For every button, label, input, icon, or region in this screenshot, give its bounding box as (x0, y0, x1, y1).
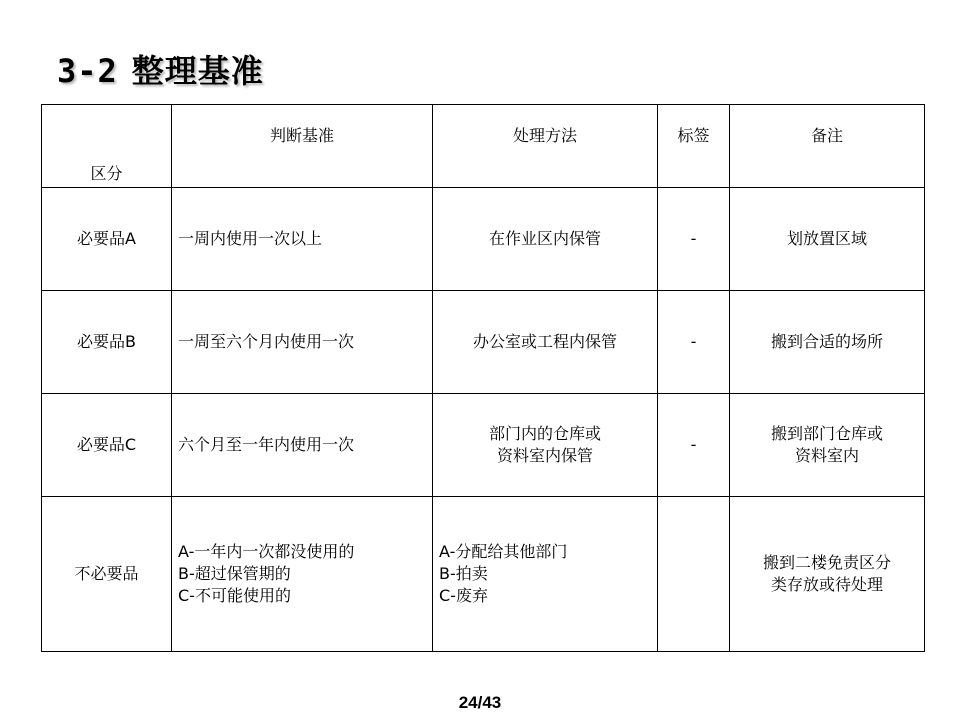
method-line: A-分配给其他部门 (439, 542, 568, 561)
remark-line: 类存放或待处理 (770, 575, 883, 594)
method-line: 部门内的仓库或 (488, 424, 601, 443)
method-line: B-拍卖 (439, 564, 488, 583)
sorting-standards-table (41, 104, 925, 652)
header-remark: 备注 (730, 105, 925, 188)
header-label: 标签 (658, 105, 730, 188)
criteria-cell (172, 394, 433, 497)
table-header-row (42, 105, 925, 188)
table-row (42, 291, 925, 394)
category-cell: 必要品B (42, 291, 172, 394)
header-category: 区分 (42, 105, 172, 188)
criteria-line: C-不可能使用的 (178, 586, 291, 605)
criteria-line: 六个月至一年内使用一次 (178, 435, 355, 454)
remark-cell (730, 291, 925, 394)
remark-cell (730, 188, 925, 291)
method-cell (433, 291, 658, 394)
label-cell (658, 497, 730, 652)
section-title: 整理基准 (131, 52, 264, 90)
table-row (42, 394, 925, 497)
criteria-line: 一周至六个月内使用一次 (178, 332, 355, 351)
criteria-line: 一周内使用一次以上 (178, 229, 323, 248)
criteria-line: B-超过保管期的 (178, 564, 291, 583)
table-row (42, 497, 925, 652)
method-line: 资料室内保管 (496, 446, 593, 465)
remark-cell (730, 497, 925, 652)
criteria-cell (172, 188, 433, 291)
method-cell (433, 188, 658, 291)
remark-line: 资料室内 (794, 446, 859, 465)
remark-line: 搬到合适的场所 (770, 332, 883, 351)
remark-cell (730, 394, 925, 497)
method-cell (433, 497, 658, 652)
remark-line: 搬到部门仓库或 (770, 424, 883, 443)
slide-title (57, 46, 264, 92)
method-line: 在作业区内保管 (488, 229, 601, 248)
section-number: 3-2 (57, 52, 118, 90)
label-cell: - (658, 394, 730, 497)
header-criteria: 判断基准 (172, 105, 433, 188)
remark-line: 划放置区域 (786, 229, 867, 248)
criteria-cell (172, 497, 433, 652)
header-method: 处理方法 (433, 105, 658, 188)
page-number: 24/43 (458, 693, 502, 712)
category-cell: 必要品C (42, 394, 172, 497)
criteria-line: A-一年内一次都没使用的 (178, 542, 355, 561)
criteria-cell (172, 291, 433, 394)
label-cell: - (658, 291, 730, 394)
label-cell: - (658, 188, 730, 291)
category-cell: 不必要品 (42, 497, 172, 652)
method-line: 办公室或工程内保管 (472, 332, 617, 351)
method-cell (433, 394, 658, 497)
remark-line: 搬到二楼免责区分 (762, 553, 891, 572)
category-cell: 必要品A (42, 188, 172, 291)
table-row (42, 188, 925, 291)
method-line: C-废弃 (439, 586, 488, 605)
